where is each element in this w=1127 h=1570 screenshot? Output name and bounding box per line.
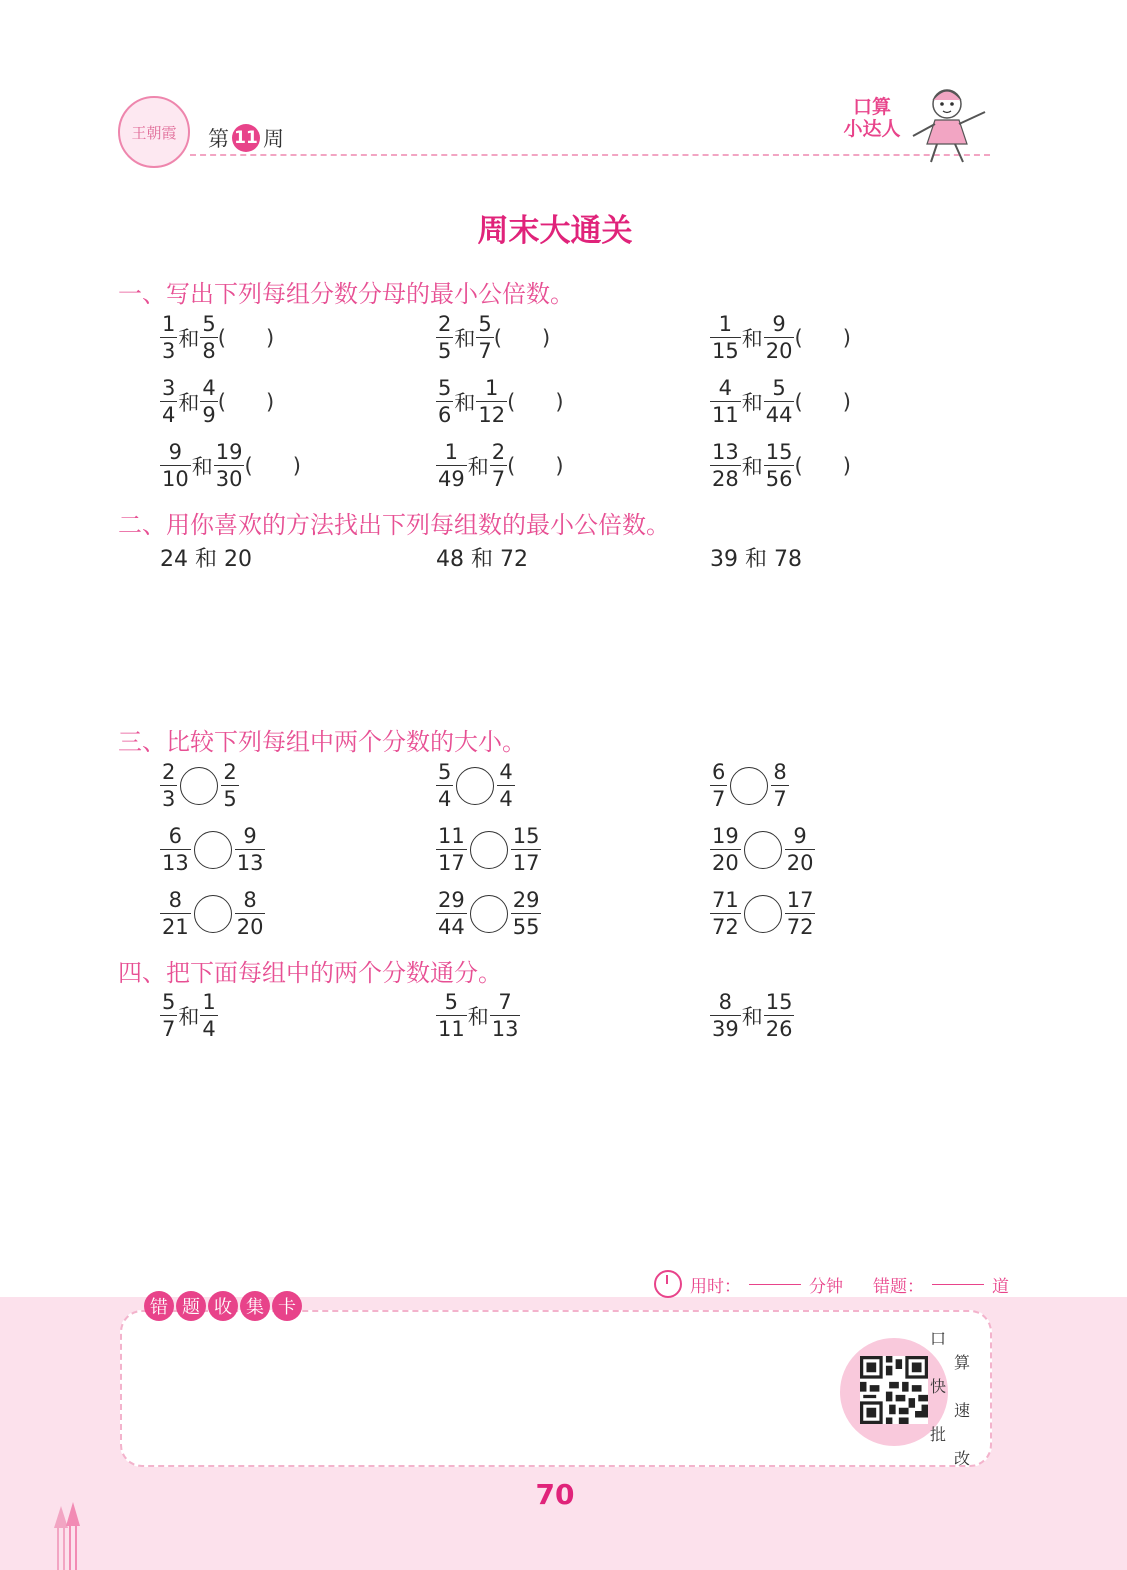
answer-blank[interactable]: ( ) bbox=[794, 325, 851, 350]
denominator: 8 bbox=[202, 339, 216, 363]
denominator: 56 bbox=[765, 467, 793, 491]
brand-line-2: 小达人 bbox=[843, 118, 901, 140]
fraction bbox=[436, 888, 467, 939]
fraction bbox=[710, 888, 741, 939]
numerator: 19 bbox=[215, 440, 243, 464]
section-1-title: 一、写出下列每组分数分母的最小公倍数。 bbox=[118, 280, 574, 308]
and-word: 和 bbox=[741, 454, 763, 479]
numerator: 2 bbox=[438, 312, 452, 336]
week-label bbox=[208, 123, 284, 153]
fraction bbox=[221, 760, 238, 811]
page-title: 周末大通关 bbox=[477, 213, 633, 249]
brand-line-1: 口算 bbox=[852, 96, 891, 118]
and-word: 和 bbox=[178, 326, 200, 351]
compare-circle[interactable] bbox=[470, 895, 508, 933]
denominator: 72 bbox=[786, 915, 814, 939]
denominator: 9 bbox=[202, 403, 216, 427]
fraction bbox=[436, 376, 453, 427]
section-4-title: 四、把下面每组中的两个分数通分。 bbox=[118, 959, 502, 987]
denominator: 3 bbox=[162, 787, 176, 811]
compare-exercise bbox=[160, 888, 265, 939]
fraction bbox=[200, 376, 217, 427]
numerator: 1 bbox=[485, 376, 499, 400]
compare-circle[interactable] bbox=[730, 767, 768, 805]
numerator: 8 bbox=[243, 888, 257, 912]
compare-exercise bbox=[160, 760, 239, 811]
denominator: 17 bbox=[438, 851, 465, 875]
answer-blank[interactable]: ( ) bbox=[244, 453, 301, 478]
denominator: 4 bbox=[438, 787, 452, 811]
denominator: 55 bbox=[512, 915, 540, 939]
fraction bbox=[214, 440, 245, 491]
numerator: 6 bbox=[712, 760, 726, 784]
page-number: 70 bbox=[535, 1478, 575, 1511]
qr-caption-char: 口 bbox=[930, 1329, 947, 1348]
time-blank[interactable] bbox=[749, 1284, 801, 1285]
fraction bbox=[710, 760, 727, 811]
week-number-badge: 11 bbox=[232, 124, 260, 152]
numerator: 13 bbox=[712, 440, 739, 464]
answer-blank[interactable]: ( ) bbox=[794, 453, 851, 478]
denominator: 20 bbox=[236, 915, 264, 939]
numerator: 4 bbox=[499, 760, 513, 784]
fraction bbox=[710, 312, 741, 363]
fraction bbox=[710, 376, 741, 427]
qr-caption-char: 速 bbox=[953, 1401, 970, 1420]
fraction bbox=[764, 312, 795, 363]
denominator: 17 bbox=[512, 851, 540, 875]
numerator: 2 bbox=[491, 440, 506, 464]
numerator: 8 bbox=[718, 990, 733, 1014]
numerator: 1 bbox=[162, 312, 176, 336]
lcm-exercise bbox=[436, 376, 564, 427]
header-divider bbox=[190, 154, 990, 156]
numerator: 7 bbox=[498, 990, 512, 1014]
numerator: 3 bbox=[162, 376, 176, 400]
common-denominator-exercise bbox=[710, 990, 794, 1041]
fraction bbox=[436, 990, 467, 1041]
compare-circle[interactable] bbox=[180, 767, 218, 805]
answer-blank[interactable]: ( ) bbox=[507, 453, 564, 478]
lcm-exercise bbox=[710, 312, 851, 363]
numerator: 1 bbox=[444, 440, 459, 464]
numerator: 9 bbox=[168, 440, 183, 464]
compare-exercise bbox=[436, 888, 541, 939]
time-record bbox=[654, 1270, 1009, 1298]
compare-exercise bbox=[710, 888, 815, 939]
errors-label: 错题： bbox=[873, 1276, 924, 1297]
denominator: 44 bbox=[438, 915, 465, 939]
denominator: 3 bbox=[162, 339, 176, 363]
fraction bbox=[785, 888, 816, 939]
fraction bbox=[160, 760, 177, 811]
denominator: 13 bbox=[491, 1017, 519, 1041]
numerator: 9 bbox=[793, 824, 807, 848]
fraction bbox=[785, 824, 816, 875]
section-3-title: 三、比较下列每组中两个分数的大小。 bbox=[118, 728, 526, 756]
numerator: 4 bbox=[718, 376, 733, 400]
fraction bbox=[511, 888, 542, 939]
s2-item-2: 48 和 72 bbox=[436, 547, 528, 572]
compare-exercise bbox=[160, 824, 265, 875]
and-word: 和 bbox=[178, 1004, 200, 1029]
answer-blank[interactable]: ( ) bbox=[794, 389, 851, 414]
numerator: 29 bbox=[512, 888, 540, 912]
count-label: 道 bbox=[992, 1276, 1009, 1297]
denominator: 4 bbox=[202, 1017, 216, 1041]
numerator: 71 bbox=[712, 888, 739, 912]
answer-blank[interactable]: ( ) bbox=[217, 389, 275, 414]
denominator: 11 bbox=[438, 1017, 465, 1041]
fraction bbox=[160, 376, 177, 427]
compare-exercise bbox=[436, 824, 541, 875]
compare-circle[interactable] bbox=[744, 831, 782, 869]
fraction bbox=[200, 312, 217, 363]
common-denominator-exercise bbox=[436, 990, 520, 1041]
minutes-label: 分钟 bbox=[809, 1276, 843, 1297]
mascot-illustration bbox=[905, 82, 995, 166]
denominator: 4 bbox=[499, 787, 513, 811]
fraction bbox=[160, 888, 191, 939]
fraction bbox=[476, 312, 493, 363]
card-title-char: 题 bbox=[176, 1291, 206, 1321]
numerator: 5 bbox=[162, 990, 176, 1014]
lcm-exercise bbox=[160, 440, 301, 491]
denominator: 44 bbox=[765, 403, 793, 427]
qr-caption-char: 批 bbox=[930, 1425, 947, 1444]
fraction bbox=[235, 824, 266, 875]
fraction bbox=[436, 440, 467, 491]
numerator: 1 bbox=[202, 990, 216, 1014]
publisher-logo bbox=[118, 96, 190, 168]
numerator: 4 bbox=[202, 376, 216, 400]
compare-circle[interactable] bbox=[456, 767, 494, 805]
and-word: 和 bbox=[191, 454, 213, 479]
lcm-exercise bbox=[160, 376, 274, 427]
compare-circle[interactable] bbox=[744, 895, 782, 933]
lcm-exercise bbox=[710, 440, 851, 491]
week-prefix: 第 bbox=[208, 127, 229, 151]
denominator: 39 bbox=[712, 1017, 739, 1041]
card-title-char: 错 bbox=[144, 1291, 174, 1321]
denominator: 7 bbox=[162, 1017, 176, 1041]
qr-code-icon[interactable] bbox=[860, 1356, 928, 1424]
answer-blank[interactable]: ( ) bbox=[507, 389, 564, 414]
denominator: 7 bbox=[773, 787, 787, 811]
denominator: 72 bbox=[712, 915, 739, 939]
compare-exercise bbox=[436, 760, 515, 811]
and-word: 和 bbox=[741, 1004, 763, 1029]
numerator: 11 bbox=[438, 824, 465, 848]
and-word: 和 bbox=[467, 1004, 489, 1029]
denominator: 15 bbox=[712, 339, 739, 363]
and-word: 和 bbox=[454, 326, 476, 351]
denominator: 10 bbox=[162, 467, 189, 491]
fraction bbox=[235, 888, 266, 939]
denominator: 20 bbox=[712, 851, 739, 875]
fraction bbox=[436, 760, 453, 811]
denominator: 6 bbox=[438, 403, 452, 427]
errors-blank[interactable] bbox=[932, 1284, 984, 1285]
qr-caption-char: 改 bbox=[953, 1449, 970, 1468]
numerator: 8 bbox=[168, 888, 183, 912]
fraction bbox=[160, 990, 177, 1041]
section-2-title: 二、用你喜欢的方法找出下列每组数的最小公倍数。 bbox=[118, 511, 670, 539]
numerator: 9 bbox=[772, 312, 786, 336]
denominator: 28 bbox=[712, 467, 739, 491]
denominator: 21 bbox=[162, 915, 189, 939]
and-word: 和 bbox=[178, 390, 200, 415]
answer-blank[interactable]: ( ) bbox=[217, 325, 275, 350]
lcm-exercise bbox=[710, 376, 851, 427]
numerator: 15 bbox=[765, 990, 793, 1014]
compare-exercise bbox=[710, 760, 789, 811]
week-suffix: 周 bbox=[263, 127, 284, 151]
denominator: 20 bbox=[765, 339, 793, 363]
decorative-arrows-icon bbox=[52, 1500, 92, 1570]
s2-item-1: 24 和 20 bbox=[160, 547, 252, 572]
time-label: 用时： bbox=[690, 1276, 741, 1297]
denominator: 11 bbox=[712, 403, 739, 427]
denominator: 5 bbox=[438, 339, 452, 363]
and-word: 和 bbox=[467, 454, 489, 479]
denominator: 20 bbox=[786, 851, 814, 875]
series-brand bbox=[836, 96, 908, 140]
denominator: 5 bbox=[223, 787, 237, 811]
fraction bbox=[200, 990, 217, 1041]
numerator: 2 bbox=[223, 760, 237, 784]
lcm-exercise bbox=[160, 312, 274, 363]
denominator: 7 bbox=[478, 339, 492, 363]
fraction bbox=[497, 760, 514, 811]
numerator: 8 bbox=[773, 760, 787, 784]
numerator: 5 bbox=[202, 312, 216, 336]
card-title-char: 收 bbox=[208, 1291, 238, 1321]
compare-circle[interactable] bbox=[194, 831, 232, 869]
common-denominator-exercise bbox=[160, 990, 218, 1041]
card-title-char: 卡 bbox=[272, 1291, 302, 1321]
numerator: 6 bbox=[168, 824, 183, 848]
denominator: 49 bbox=[438, 467, 465, 491]
denominator: 13 bbox=[162, 851, 189, 875]
fraction bbox=[710, 824, 741, 875]
compare-circle[interactable] bbox=[470, 831, 508, 869]
fraction bbox=[764, 440, 795, 491]
stopwatch-icon bbox=[654, 1270, 682, 1298]
card-title-char: 集 bbox=[240, 1291, 270, 1321]
fraction bbox=[771, 760, 788, 811]
card-title bbox=[144, 1291, 302, 1321]
fraction bbox=[160, 312, 177, 363]
fraction bbox=[476, 376, 507, 427]
fraction bbox=[710, 990, 741, 1041]
numerator: 19 bbox=[712, 824, 739, 848]
logo-text: 王朝霞 bbox=[131, 123, 177, 142]
fraction bbox=[160, 824, 191, 875]
fraction bbox=[436, 312, 453, 363]
fraction bbox=[436, 824, 467, 875]
numerator: 5 bbox=[438, 376, 452, 400]
denominator: 30 bbox=[215, 467, 243, 491]
fraction bbox=[764, 376, 795, 427]
denominator: 7 bbox=[712, 787, 726, 811]
denominator: 7 bbox=[491, 467, 506, 491]
lcm-exercise bbox=[436, 440, 564, 491]
compare-exercise bbox=[710, 824, 815, 875]
numerator: 17 bbox=[786, 888, 814, 912]
denominator: 12 bbox=[478, 403, 506, 427]
denominator: 13 bbox=[236, 851, 264, 875]
fraction bbox=[764, 990, 795, 1041]
denominator: 4 bbox=[162, 403, 176, 427]
numerator: 15 bbox=[512, 824, 540, 848]
numerator: 29 bbox=[438, 888, 465, 912]
and-word: 和 bbox=[454, 390, 476, 415]
fraction bbox=[160, 440, 191, 491]
numerator: 5 bbox=[772, 376, 786, 400]
fraction bbox=[490, 990, 521, 1041]
fraction bbox=[490, 440, 507, 491]
numerator: 5 bbox=[478, 312, 492, 336]
s2-item-3: 39 和 78 bbox=[710, 547, 802, 572]
qr-caption-char: 算 bbox=[953, 1353, 970, 1372]
qr-caption bbox=[930, 1327, 970, 1471]
qr-caption-char: 快 bbox=[930, 1377, 947, 1396]
lcm-exercise bbox=[436, 312, 550, 363]
denominator: 26 bbox=[765, 1017, 793, 1041]
and-word: 和 bbox=[741, 390, 763, 415]
numerator: 1 bbox=[718, 312, 733, 336]
answer-blank[interactable]: ( ) bbox=[493, 325, 551, 350]
numerator: 2 bbox=[162, 760, 176, 784]
numerator: 5 bbox=[444, 990, 459, 1014]
fraction bbox=[710, 440, 741, 491]
numerator: 5 bbox=[438, 760, 452, 784]
compare-circle[interactable] bbox=[194, 895, 232, 933]
fraction bbox=[511, 824, 542, 875]
numerator: 15 bbox=[765, 440, 793, 464]
and-word: 和 bbox=[741, 326, 763, 351]
numerator: 9 bbox=[243, 824, 257, 848]
